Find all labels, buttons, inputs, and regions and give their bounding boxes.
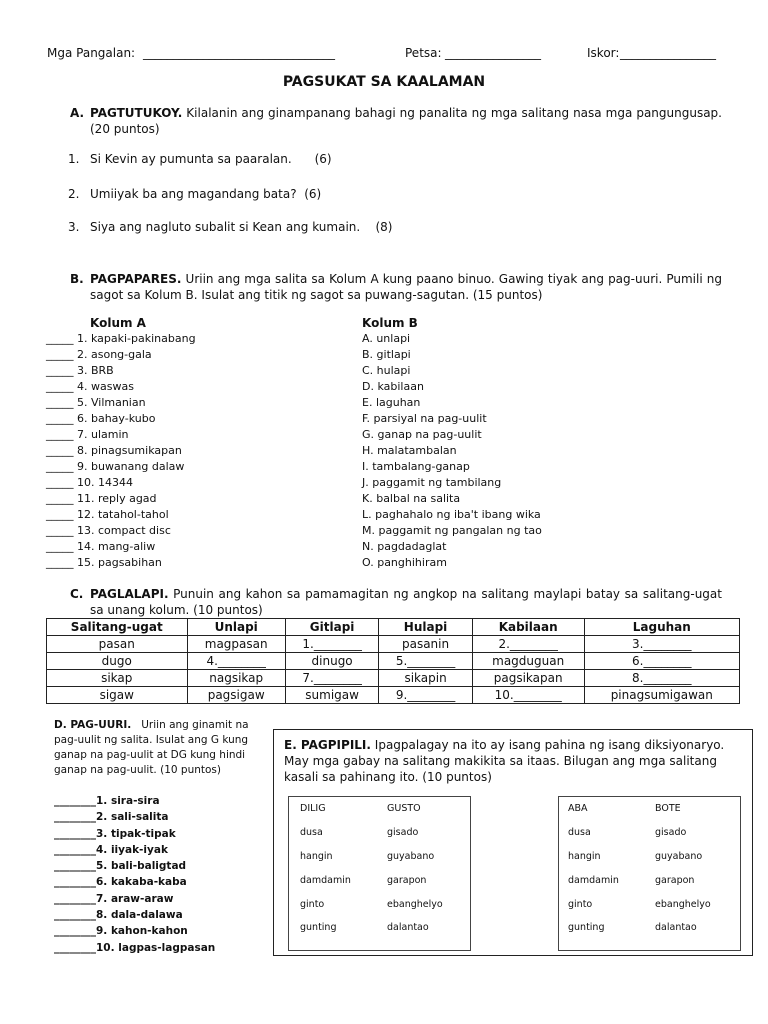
column-b-item: E. laguhan: [362, 396, 421, 409]
column-b-item: J. paggamit ng tambilang: [362, 476, 502, 489]
word-option[interactable]: guyabano: [387, 851, 435, 862]
section-a-title: PAGTUTUKOY.: [90, 106, 183, 120]
list-item: ________4. iiyak-iyak: [54, 843, 168, 856]
column-a-list: [46, 331, 196, 571]
column-b-item: K. balbal na salita: [362, 492, 461, 505]
list-item: ________3. tipak-tipak: [54, 827, 176, 840]
date-label: Petsa:: [405, 46, 442, 60]
table-cell: 3.________: [584, 636, 739, 653]
list-item: ________9. kahon-kahon: [54, 925, 188, 938]
table-header: Hulapi: [379, 619, 472, 636]
table-cell: 7.________: [285, 670, 378, 687]
section-a-letter: A.: [70, 106, 85, 120]
guide-word: DILIG: [300, 803, 326, 814]
table-cell: dugo: [47, 653, 188, 670]
table-header: Laguhan: [584, 619, 739, 636]
word-option[interactable]: dusa: [300, 827, 323, 838]
section-e-heading: [284, 737, 730, 785]
column-b-item: C. hulapi: [362, 364, 411, 377]
table-cell: sikapin: [379, 670, 472, 687]
list-item: ________10. lagpas-lagpasan: [54, 941, 216, 954]
word-option[interactable]: ebanghelyo: [387, 899, 443, 910]
word-option[interactable]: damdamin: [300, 875, 351, 886]
column-b-item: B. gitlapi: [362, 348, 411, 361]
section-c-title: PAGLALAPI.: [90, 587, 169, 601]
section-b-heading: [70, 271, 722, 303]
section-d-instruction: Uriin ang ginamit na pag-uulit ng salita. Isulat ang G kung ganap na pag-uulit at DG kung hindi ganap na pag-uulit. (10 puntos): [54, 719, 249, 776]
word-option[interactable]: garapon: [655, 875, 695, 886]
column-a-item: _____ 2. asong-gala: [46, 348, 152, 361]
question-text: Siya ang nagluto subalit si Kean ang kumain. (8): [90, 220, 393, 234]
table-cell: 6.________: [584, 653, 739, 670]
column-a-item: _____ 13. compact disc: [46, 524, 171, 537]
word-option[interactable]: gunting: [568, 922, 605, 933]
column-b-item: I. tambalang-ganap: [362, 460, 470, 473]
section-c-heading: [70, 586, 722, 618]
section-b-title: PAGPAPARES.: [90, 272, 182, 286]
question-number: 3.: [68, 220, 80, 234]
word-option[interactable]: dalantao: [387, 922, 429, 933]
table-row: [47, 687, 740, 704]
column-b-list: [362, 331, 542, 571]
table-cell: 4.________: [187, 653, 285, 670]
section-b-letter: B.: [70, 272, 84, 286]
table-cell: 10.________: [472, 687, 584, 704]
column-a-item: _____ 6. bahay-kubo: [46, 412, 156, 425]
column-a-item: _____ 5. Vilmanian: [46, 396, 146, 409]
score-label: Iskor:: [587, 46, 620, 60]
column-b-item: N. pagdadaglat: [362, 540, 447, 553]
guide-word: GUSTO: [387, 803, 421, 814]
column-a-item: _____ 8. pinagsumikapan: [46, 444, 182, 457]
table-header: Unlapi: [187, 619, 285, 636]
column-a-item: _____ 14. mang-aliw: [46, 540, 156, 553]
column-b-item: O. panghihiram: [362, 556, 447, 569]
word-option[interactable]: dusa: [568, 827, 591, 838]
column-a-item: _____ 15. pagsabihan: [46, 556, 162, 569]
list-item: ________5. bali-baligtad: [54, 860, 187, 873]
question-text: Si Kevin ay pumunta sa paaralan. (6): [90, 152, 332, 166]
table-header: Gitlapi: [285, 619, 378, 636]
list-item: ________1. sira-sira: [54, 795, 160, 807]
word-option[interactable]: hangin: [568, 851, 601, 862]
word-option[interactable]: gisado: [655, 827, 687, 838]
section-d-list: [54, 793, 215, 956]
section-c-letter: C.: [70, 587, 84, 601]
question-text: Umiiyak ba ang magandang bata? (6): [90, 187, 322, 201]
list-item: ________2. sali-salita: [54, 811, 169, 824]
column-b-item: F. parsiyal na pag-uulit: [362, 412, 487, 425]
table-cell: sikap: [47, 670, 188, 687]
table-cell: 1.________: [285, 636, 378, 653]
table-cell: dinugo: [285, 653, 378, 670]
column-a-item: _____ 3. BRB: [46, 364, 114, 377]
section-d-title: D. PAG-UURI.: [54, 719, 132, 731]
column-a-item: _____ 1. kapaki-pakinabang: [46, 332, 196, 345]
table-cell: 9.________: [379, 687, 472, 704]
dictionary-page-box: [288, 796, 471, 951]
column-b-item: D. kabilaan: [362, 380, 424, 393]
list-item: ________6. kakaba-kaba: [54, 876, 187, 889]
section-d-heading: [54, 718, 254, 778]
guide-word: BOTE: [655, 803, 681, 814]
table-cell: 5.________: [379, 653, 472, 670]
word-option[interactable]: garapon: [387, 875, 427, 886]
word-option[interactable]: ginto: [568, 899, 593, 910]
affix-table: [46, 618, 740, 704]
table-cell: sumigaw: [285, 687, 378, 704]
section-b-instruction: Uriin ang mga salita sa Kolum A kung paano binuo. Gawing tiyak ang pag-uuri. Pumili ng sagot sa Kolum B. Isulat ang titik ng sagot sa puwang-sagutan. (15 puntos): [90, 272, 722, 302]
table-header: Kabilaan: [472, 619, 584, 636]
score-blank: ________________: [620, 46, 716, 60]
table-cell: pagsikapan: [472, 670, 584, 687]
date-blank: ________________: [445, 46, 541, 60]
word-option[interactable]: gisado: [387, 827, 419, 838]
table-header: Salitang-ugat: [47, 619, 188, 636]
guide-word: ABA: [568, 803, 588, 814]
word-option[interactable]: damdamin: [568, 875, 619, 886]
column-a-item: _____ 12. tatahol-tahol: [46, 508, 169, 521]
column-a-item: _____ 4. waswas: [46, 380, 134, 393]
list-item: ________8. dala-dalawa: [54, 909, 183, 922]
column-b-item: G. ganap na pag-uulit: [362, 428, 482, 441]
table-cell: pagsigaw: [187, 687, 285, 704]
section-a-heading: [70, 105, 722, 137]
table-cell: sigaw: [47, 687, 188, 704]
table-cell: pasanin: [379, 636, 472, 653]
column-b-item: A. unlapi: [362, 332, 411, 345]
column-a-title: Kolum A: [90, 316, 146, 330]
column-a-item: _____ 10. 14344: [46, 476, 133, 489]
section-a-instruction: Kilalanin ang ginampanang bahagi ng panalita ng mga salitang nasa mga pangungusap. (20 puntos): [90, 106, 722, 136]
table-cell: 2.________: [472, 636, 584, 653]
table-cell: pasan: [47, 636, 188, 653]
list-item: ________7. araw-araw: [54, 892, 174, 905]
table-cell: pinagsumigawan: [584, 687, 739, 704]
column-a-item: _____ 7. ulamin: [46, 428, 129, 441]
table-header-row: [47, 619, 740, 636]
section-e-instruction: Ipagpalagay na ito ay isang pahina ng isang diksiyonaryo. May mga gabay na salitang makikita sa itaas. Bilugan ang mga salitang kasali sa pahinang ito. (10 puntos): [284, 738, 725, 784]
page-title: PAGSUKAT SA KAALAMAN: [282, 74, 486, 90]
names-label: Mga Pangalan:: [47, 46, 136, 60]
word-option[interactable]: dalantao: [655, 922, 697, 933]
column-b-title: Kolum B: [362, 316, 418, 330]
column-b-item: H. malatambalan: [362, 444, 457, 457]
table-row: [47, 670, 740, 687]
names-blank: ________________________________: [143, 46, 335, 60]
dictionary-page-box: [558, 796, 741, 951]
table-cell: magduguan: [472, 653, 584, 670]
column-a-item: _____ 9. buwanang dalaw: [46, 460, 185, 473]
table-row: [47, 653, 740, 670]
column-b-item: L. paghahalo ng iba't ibang wika: [362, 508, 541, 521]
section-e-title: E. PAGPIPILI.: [284, 738, 371, 752]
column-a-item: _____ 11. reply agad: [46, 492, 157, 505]
question-number: 1.: [68, 152, 80, 166]
word-option[interactable]: guyabano: [655, 851, 703, 862]
word-option[interactable]: ebanghelyo: [655, 899, 711, 910]
word-option[interactable]: hangin: [300, 851, 333, 862]
table-cell: 8.________: [584, 670, 739, 687]
table-row: [47, 636, 740, 653]
word-option[interactable]: ginto: [300, 899, 325, 910]
table-cell: nagsikap: [187, 670, 285, 687]
word-option[interactable]: gunting: [300, 922, 337, 933]
question-number: 2.: [68, 187, 80, 201]
table-cell: magpasan: [187, 636, 285, 653]
column-b-item: M. paggamit ng pangalan ng tao: [362, 524, 542, 537]
section-c-instruction: Punuin ang kahon sa pamamagitan ng angkop na salitang maylapi batay sa salitang-ugat sa unang kolum. (10 puntos): [90, 587, 722, 617]
